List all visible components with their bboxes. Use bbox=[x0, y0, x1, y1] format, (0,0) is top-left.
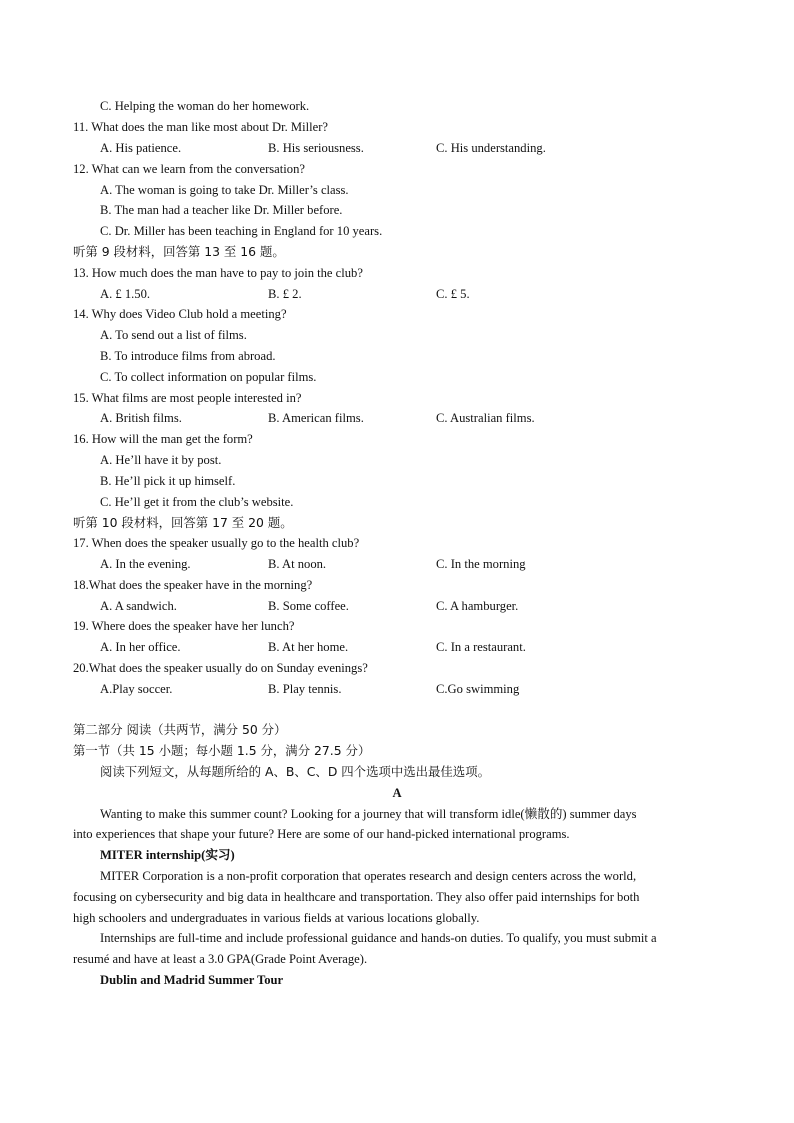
q11-option-c: C. His understanding. bbox=[436, 141, 546, 155]
q11-stem: 11. What does the man like most about Dr. Miller? bbox=[73, 120, 328, 134]
q12-option-a: A. The woman is going to take Dr. Miller’s class. bbox=[100, 183, 349, 197]
passage-label: A bbox=[392, 786, 402, 800]
part2-title: 第二部分 阅读（共两节，满分 50 分） bbox=[73, 722, 287, 737]
q20-option-c: C.Go swimming bbox=[436, 682, 520, 696]
q15-option-b: B. American films. bbox=[268, 411, 364, 425]
q18-option-a: A. A sandwich. bbox=[100, 599, 177, 613]
q11-option-a: A. His patience. bbox=[100, 141, 182, 155]
section10-header: 听第 10 段材料，回答第 17 至 20 题。 bbox=[73, 515, 293, 530]
q13-stem: 13. How much does the man have to pay to join the club? bbox=[73, 266, 363, 280]
q18-option-b: B. Some coffee. bbox=[268, 599, 349, 613]
q17-stem: 17. When does the speaker usually go to the health club? bbox=[73, 536, 360, 550]
section9-header: 听第 9 段材料，回答第 13 至 16 题。 bbox=[73, 244, 285, 259]
q15-stem: 15. What films are most people interested in? bbox=[73, 391, 302, 405]
q12-option-b: B. The man had a teacher like Dr. Miller before. bbox=[100, 203, 343, 217]
q15-option-c: C. Australian films. bbox=[436, 411, 535, 425]
q20-option-a: A.Play soccer. bbox=[100, 682, 173, 696]
q16-option-a: A. He’ll have it by post. bbox=[100, 453, 222, 467]
intro-line-1: Wanting to make this summer count? Looking for a journey that will transform idle(懒散的) summer days bbox=[100, 807, 637, 821]
q12-stem: 12. What can we learn from the conversation? bbox=[73, 162, 305, 176]
q14-stem: 14. Why does Video Club hold a meeting? bbox=[73, 307, 287, 321]
q17-option-a: A. In the evening. bbox=[100, 557, 191, 571]
intro-line-2: into experiences that shape your future? Here are some of our hand-picked international programs. bbox=[73, 827, 570, 841]
q19-option-a: A. In her office. bbox=[100, 640, 181, 654]
q18-option-c: C. A hamburger. bbox=[436, 599, 519, 613]
dublin-heading: Dublin and Madrid Summer Tour bbox=[100, 973, 284, 987]
part2-section1: 第一节（共 15 小题；每小题 1.5 分，满分 27.5 分） bbox=[73, 743, 371, 758]
miter-paragraph-1-line-3: high schoolers and undergraduates in various fields at various locations globally. bbox=[73, 911, 480, 925]
miter-heading: MITER internship(实习) bbox=[100, 848, 235, 862]
q17-option-b: B. At noon. bbox=[268, 557, 327, 571]
miter-paragraph-1-line-2: focusing on cybersecurity and big data in healthcare and transportation. They also offer paid internships for both bbox=[73, 890, 640, 904]
q13-option-c: C. £ 5. bbox=[436, 287, 470, 301]
q19-option-b: B. At her home. bbox=[268, 640, 349, 654]
q18-stem: 18.What does the speaker have in the morning? bbox=[73, 578, 313, 592]
q16-option-b: B. He’ll pick it up himself. bbox=[100, 474, 236, 488]
miter-paragraph-2-line-1: Internships are full-time and include professional guidance and hands-on duties. To qualify, you must submit a bbox=[100, 931, 657, 945]
q20-stem: 20.What does the speaker usually do on Sunday evenings? bbox=[73, 661, 368, 675]
q17-option-c: C. In the morning bbox=[436, 557, 526, 571]
q15-option-a: A. British films. bbox=[100, 411, 182, 425]
q16-stem: 16. How will the man get the form? bbox=[73, 432, 253, 446]
part2-instruction: 阅读下列短文，从每题所给的 A、B、C、D 四个选项中选出最佳选项。 bbox=[100, 764, 490, 779]
q20-option-b: B. Play tennis. bbox=[268, 682, 342, 696]
q16-option-c: C. He’ll get it from the club’s website. bbox=[100, 495, 294, 509]
q11-option-b: B. His seriousness. bbox=[268, 141, 364, 155]
q10-option-c: C. Helping the woman do her homework. bbox=[100, 99, 310, 113]
q19-option-c: C. In a restaurant. bbox=[436, 640, 526, 654]
q13-option-b: B. £ 2. bbox=[268, 287, 302, 301]
q19-stem: 19. Where does the speaker have her lunch? bbox=[73, 619, 295, 633]
q14-option-c: C. To collect information on popular films. bbox=[100, 370, 317, 384]
q13-option-a: A. £ 1.50. bbox=[100, 287, 151, 301]
miter-paragraph-1-line-1: MITER Corporation is a non-profit corporation that operates research and design centers across the world, bbox=[100, 869, 637, 883]
q14-option-a: A. To send out a list of films. bbox=[100, 328, 247, 342]
q12-option-c: C. Dr. Miller has been teaching in England for 10 years. bbox=[100, 224, 383, 238]
miter-paragraph-2-line-2: resumé and have at least a 3.0 GPA(Grade Point Average). bbox=[73, 952, 368, 966]
q14-option-b: B. To introduce films from abroad. bbox=[100, 349, 276, 363]
